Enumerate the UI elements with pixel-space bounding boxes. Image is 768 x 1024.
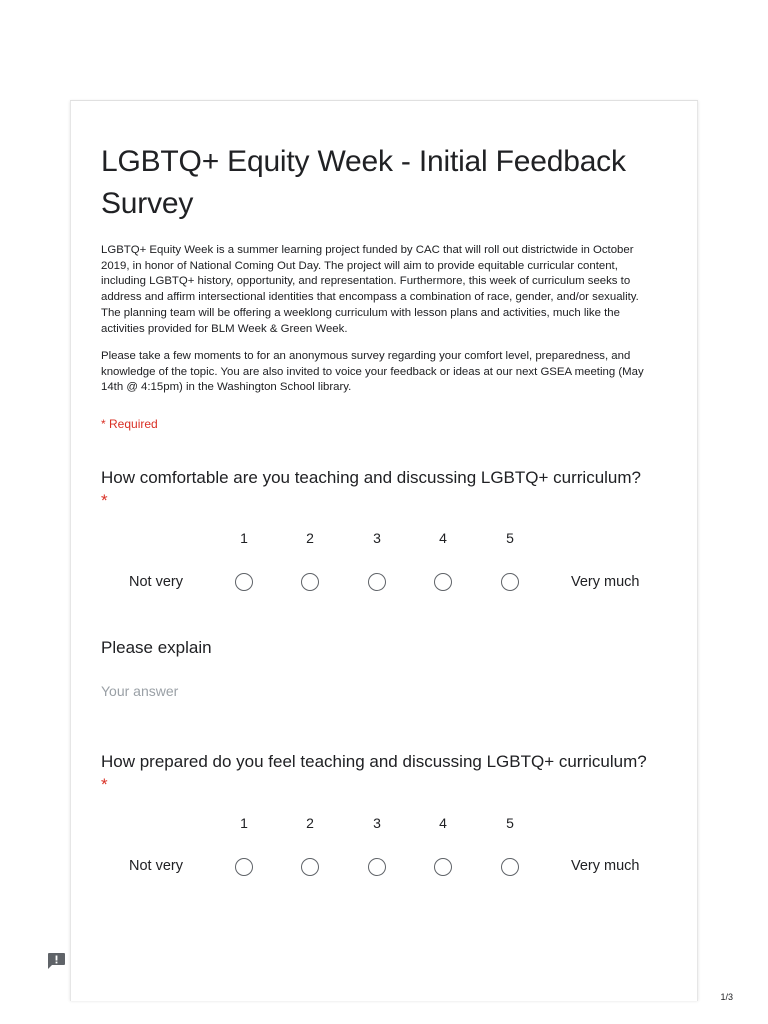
scale-high-label: Very much: [571, 574, 640, 590]
scale-number-3: 3: [373, 815, 381, 831]
scale-number-1: 1: [240, 815, 248, 831]
radio-prepared-1[interactable]: [235, 858, 253, 876]
required-note: * Required: [101, 417, 158, 431]
question-explain-title: Please explain: [101, 638, 212, 657]
question-comfort-title: How comfortable are you teaching and discussing LGBTQ+ curriculum?: [101, 468, 642, 487]
scale-low-label: Not very: [129, 574, 183, 590]
radio-comfort-5[interactable]: [501, 573, 519, 591]
radio-prepared-2[interactable]: [301, 858, 319, 876]
scale-number-5: 5: [506, 815, 514, 831]
scale-number-3: 3: [373, 530, 381, 546]
feedback-icon[interactable]: [47, 952, 66, 970]
scale-number-4: 4: [439, 815, 447, 831]
form-description-instructions: Please take a few moments to for an anonymous survey regarding your comfort level, preparedness, and knowledge of the topic. You are also invited to voice your feedback or ideas at our next GSEA meeting (May 14th @ 4:15pm) in the Washington School library.: [101, 350, 644, 394]
question-prepared-required-mark: *: [101, 775, 108, 794]
scale-number-2: 2: [306, 815, 314, 831]
scale-number-4: 4: [439, 530, 447, 546]
page-indicator: 1/3: [720, 992, 733, 1002]
radio-comfort-3[interactable]: [368, 573, 386, 591]
form-title: LGBTQ+ Equity Week - Initial Feedback Survey: [101, 145, 626, 220]
radio-comfort-2[interactable]: [301, 573, 319, 591]
scale-number-2: 2: [306, 530, 314, 546]
radio-comfort-1[interactable]: [235, 573, 253, 591]
radio-prepared-3[interactable]: [368, 858, 386, 876]
explain-answer-input[interactable]: Your answer: [101, 683, 179, 699]
radio-prepared-5[interactable]: [501, 858, 519, 876]
form-description-intro: LGBTQ+ Equity Week is a summer learning project funded by CAC that will roll out districtwide in October 2019, in honor of National Coming Out Day. The project will aim to provide equitable curricular content, including LGBTQ+ history, opportunity, and representation. Furthermore, this week of curriculum seeks to address and affirm intersectional identities that encompass a combination of race, gender, and/or sexuality. The planning team will be offering a weeklong curriculum with lesson plans and activities, much like the activities provided for BLM Week & Green Week.: [101, 244, 639, 335]
scale-number-1: 1: [240, 530, 248, 546]
scale-high-label: Very much: [571, 858, 640, 874]
question-prepared-title: How prepared do you feel teaching and discussing LGBTQ+ curriculum?: [101, 752, 647, 771]
question-comfort-required-mark: *: [101, 491, 108, 510]
radio-comfort-4[interactable]: [434, 573, 452, 591]
scale-number-5: 5: [506, 530, 514, 546]
form-card: [70, 101, 698, 1001]
scale-low-label: Not very: [129, 858, 183, 874]
radio-prepared-4[interactable]: [434, 858, 452, 876]
